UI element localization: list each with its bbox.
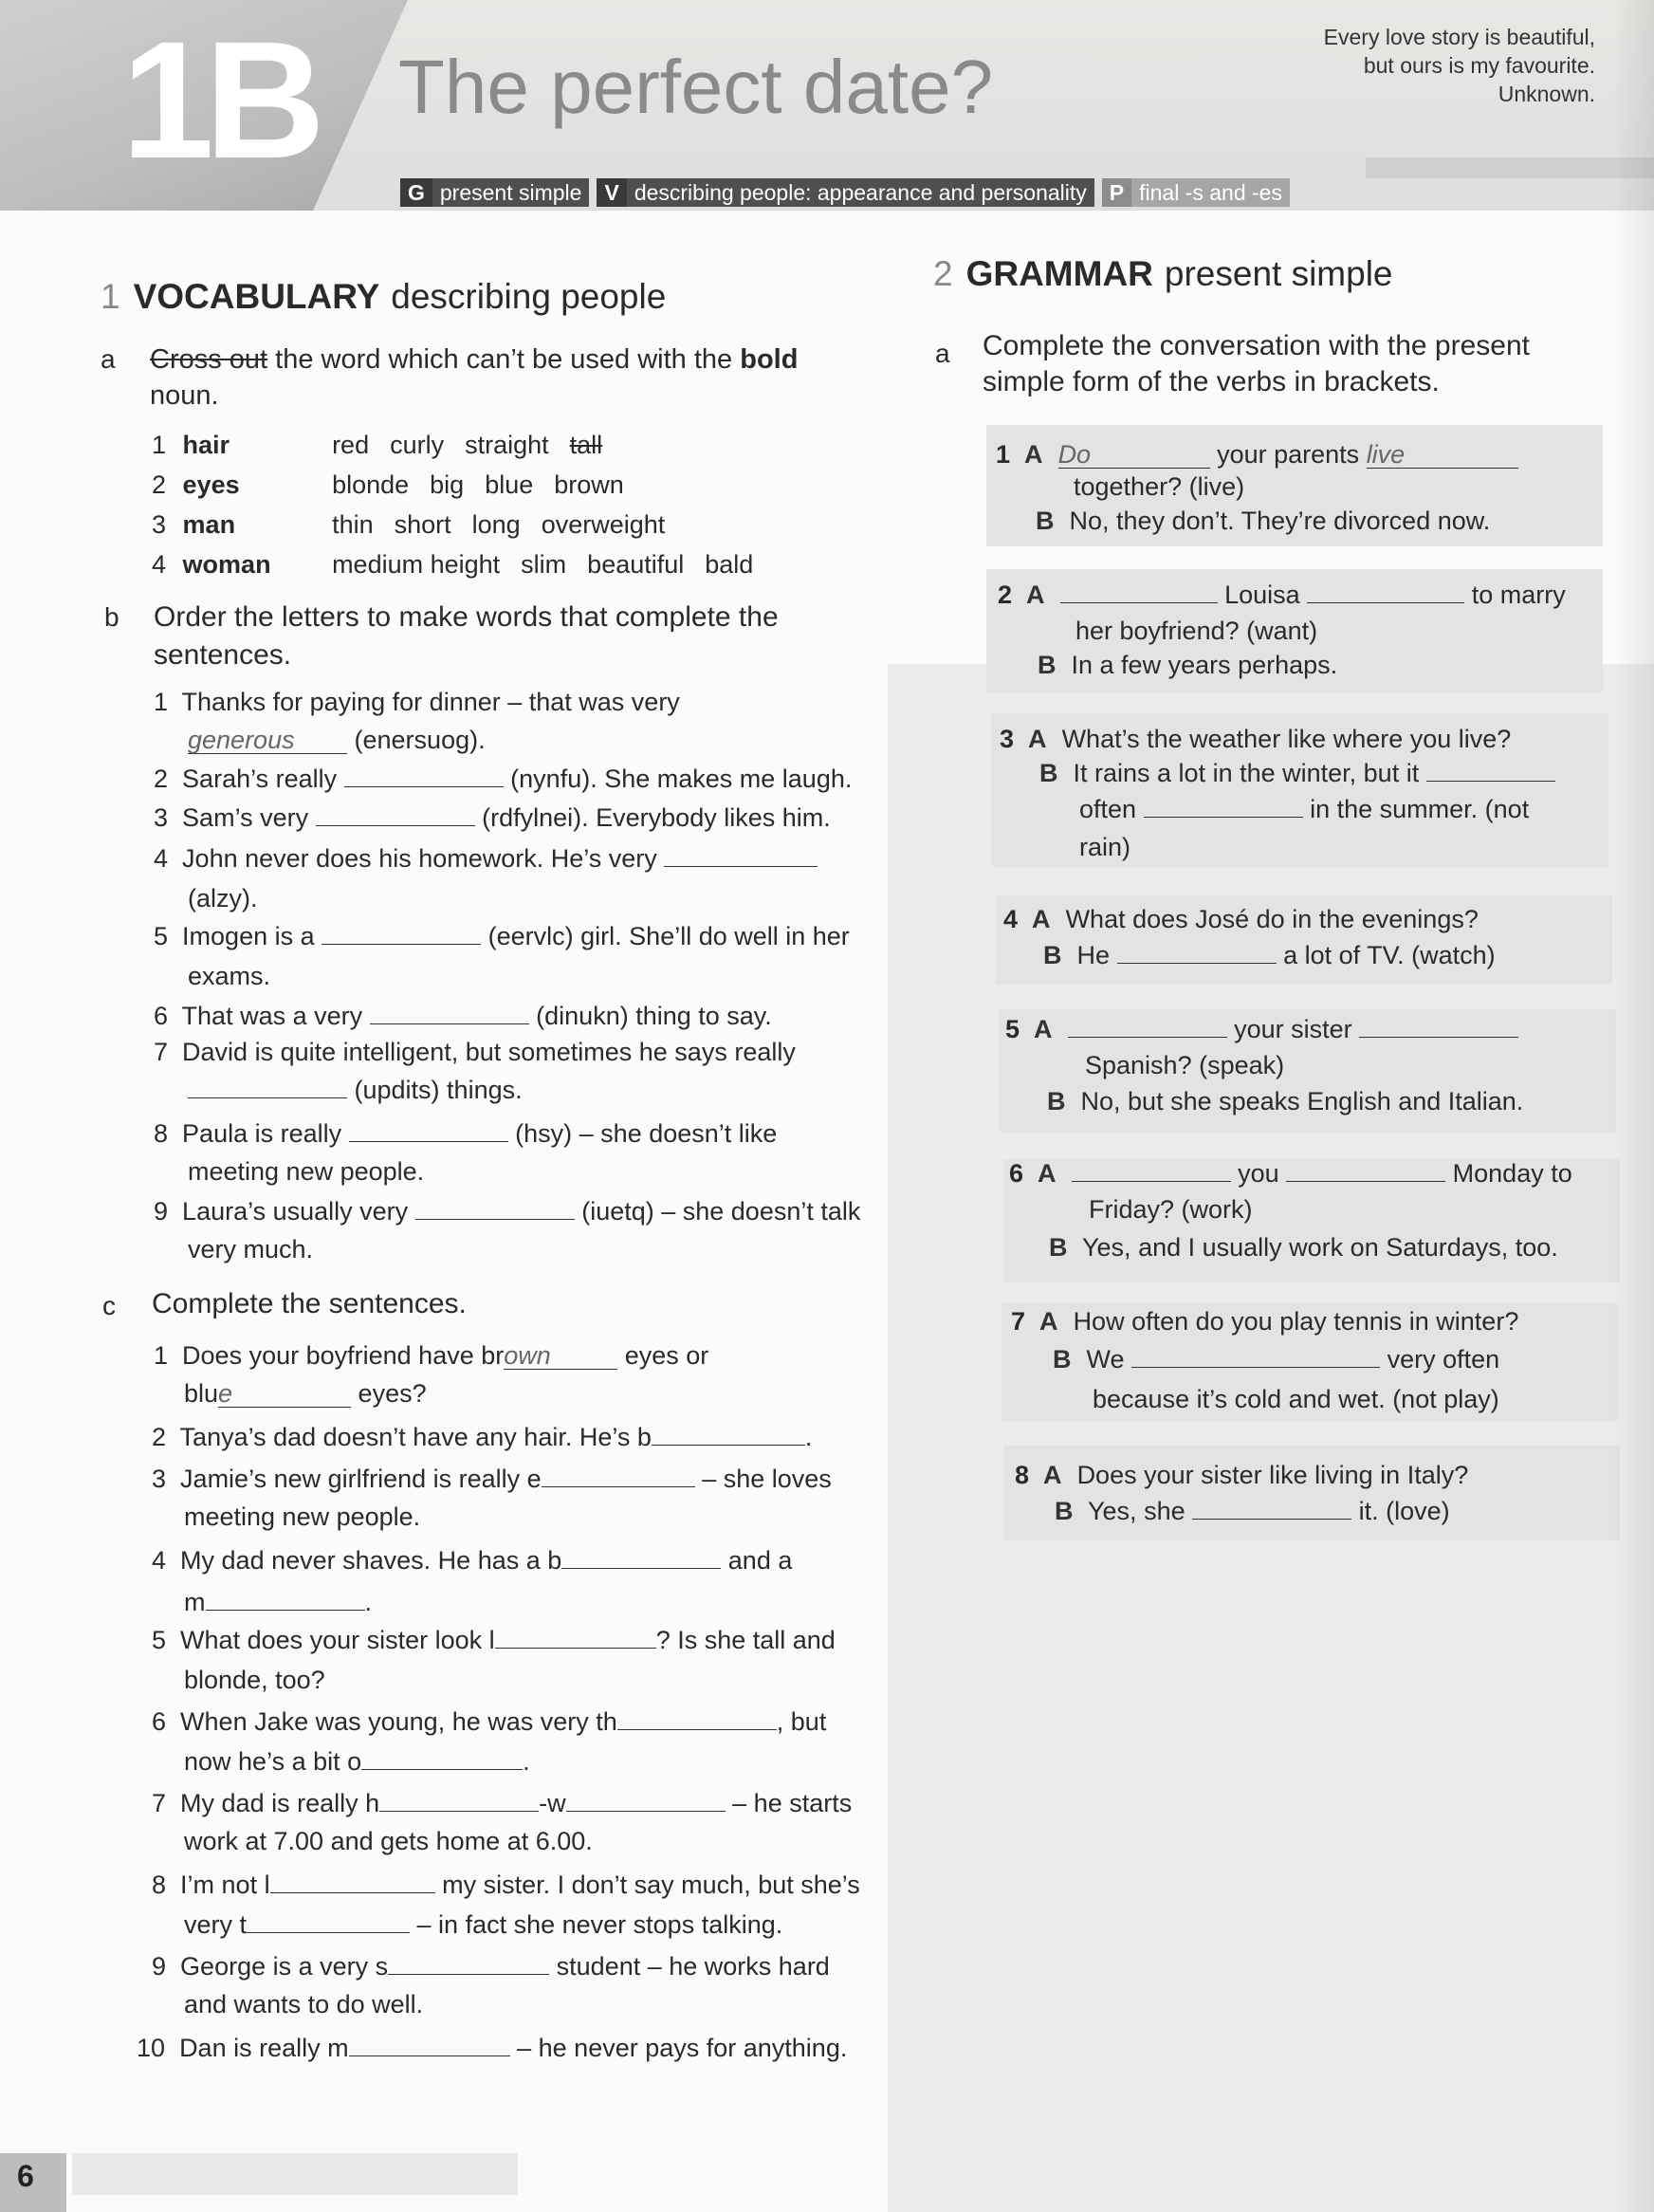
dialogue-line-a [996, 436, 1518, 472]
sentence-text: (eervlc) girl. She’ll do well in her [487, 922, 850, 950]
dialogue-text: No, they don’t. They’re divorced now. [1069, 507, 1491, 535]
item-number: 7 [154, 1038, 169, 1066]
item-number: 3 [152, 1465, 167, 1493]
dialogue-number: 5 [1005, 1015, 1020, 1043]
answer-blank[interactable] [349, 2031, 510, 2056]
dialogue-text: Monday to [1452, 1159, 1572, 1188]
instruction-bold: bold [740, 344, 799, 375]
answer-blank[interactable] [415, 1194, 575, 1220]
sentence-item [154, 998, 772, 1034]
vocab-row [152, 546, 774, 582]
sentence-text: and wants to do well. [184, 1990, 424, 2018]
sentence-item-continued [184, 1584, 372, 1620]
exercise-instruction [150, 341, 798, 378]
sentence-item-continued [184, 1907, 782, 1943]
answer-blank[interactable] [349, 1116, 508, 1142]
sentence-text: (rdfylnei). Everybody likes him. [482, 803, 831, 832]
sentence-text: Laura’s usually very [182, 1197, 409, 1226]
sentence-text: (hsy) – she doesn’t like [515, 1119, 778, 1148]
exercise-instruction: Order the letters to make words that complete the [154, 601, 779, 633]
row-word: medium height [332, 550, 501, 579]
answer-blank[interactable] [652, 1420, 805, 1446]
exercise-instruction: Complete the sentences. [152, 1288, 467, 1319]
dialogue-line-b [1047, 1083, 1523, 1119]
section-number: 1 [101, 277, 120, 316]
answer-example: generous [188, 727, 347, 754]
sentence-text: now he’s a bit o [184, 1747, 362, 1776]
sentence-text: exams. [188, 962, 271, 990]
dialogue-text: often [1079, 795, 1137, 823]
sentence-text: very much. [188, 1235, 314, 1263]
sentence-text: . [523, 1747, 530, 1776]
sentence-text: my sister. I don’t say much, but she’s [442, 1871, 860, 1899]
answer-blank[interactable] [542, 1462, 695, 1487]
dialogue-number: 7 [1011, 1307, 1026, 1336]
sentence-text: Does your boyfriend have br [182, 1341, 505, 1370]
sentence-text: blu [184, 1379, 219, 1408]
dialogue-text: We [1086, 1345, 1125, 1373]
lesson-tags [400, 178, 1290, 207]
answer-blank[interactable] [1426, 756, 1555, 782]
sentence-text: David is quite intelligent, but sometimes he says really [182, 1038, 796, 1066]
answer-blank[interactable] [206, 1585, 365, 1611]
sentence-item [154, 1337, 708, 1373]
sentence-text: Dan is really m [179, 2034, 349, 2062]
answer-example: live [1367, 441, 1518, 469]
row-word: slim [521, 550, 567, 579]
dialogue-text: What does José do in the evenings? [1065, 905, 1479, 933]
sentence-item [154, 1193, 860, 1229]
item-number: 9 [152, 1952, 167, 1981]
dialogue-text: because it’s cold and wet. (not play) [1093, 1385, 1499, 1413]
item-number: 6 [154, 1002, 169, 1030]
exercise-letter: c [102, 1291, 116, 1320]
speaker-b: B [1043, 941, 1062, 969]
answer-blank[interactable] [1060, 578, 1218, 603]
dialogue-line-a [998, 577, 1566, 613]
answer-blank[interactable] [495, 1623, 656, 1649]
sentence-item [154, 684, 680, 720]
instruction-crossed: Cross out [150, 344, 268, 375]
dialogue-line-b [1039, 755, 1555, 791]
answer-blank[interactable] [344, 762, 504, 787]
item-number: 7 [152, 1789, 167, 1817]
tag-strip [1366, 157, 1654, 178]
answer-blank[interactable] [370, 999, 529, 1024]
unit-number: 1B [121, 8, 316, 194]
sentence-text: Jamie’s new girlfriend is really e [180, 1465, 542, 1493]
row-number: 3 [152, 510, 167, 539]
dialogue-line-a [1005, 1011, 1518, 1047]
quote-line: but ours is my favourite. [1363, 53, 1595, 78]
sentence-text: My dad never shaves. He has a b [180, 1546, 562, 1575]
answer-blank[interactable] [1286, 1156, 1445, 1182]
sentence-text: (updits) things. [354, 1076, 523, 1104]
row-number: 2 [152, 470, 167, 499]
speaker-a: A [1039, 1307, 1058, 1336]
item-number: 4 [152, 1546, 167, 1575]
dialogue-text: What’s the weather like where you live? [1061, 725, 1512, 753]
answer-blank[interactable] [561, 1543, 721, 1569]
answer-blank[interactable] [566, 1786, 726, 1812]
item-number: 8 [154, 1119, 169, 1148]
row-word: overweight [541, 510, 666, 539]
speaker-a: A [1043, 1461, 1062, 1489]
answer-blank[interactable] [1192, 1494, 1351, 1520]
section-title-bold: VOCABULARY [133, 277, 380, 316]
sentence-text: – he never pays for anything. [517, 2034, 848, 2062]
sentence-item [154, 1034, 796, 1070]
speaker-b: B [1038, 651, 1057, 679]
dialogue-line-b [1036, 503, 1490, 539]
dialogue-line-b [1038, 647, 1337, 683]
sentence-item-continued [188, 722, 486, 758]
row-word: short [394, 510, 451, 539]
row-word: straight [465, 431, 549, 459]
sentence-text: (nynfu). She makes me laugh. [510, 765, 853, 793]
sentence-text: My dad is really h [180, 1789, 380, 1817]
answer-blank[interactable] [247, 1908, 410, 1933]
sentence-text: -w [539, 1789, 566, 1817]
dialogue-text: It rains a lot in the winter, but it [1073, 759, 1420, 787]
sentence-text: Sarah’s really [182, 765, 338, 793]
tag-text: present simple [439, 179, 582, 205]
dialogue-line-a [1015, 1457, 1468, 1493]
speaker-a: A [1032, 905, 1051, 933]
row-word: bald [705, 550, 754, 579]
item-number: 1 [154, 688, 169, 716]
dialogue-number: 6 [1009, 1159, 1024, 1188]
dialogue-line-a [1003, 901, 1479, 937]
sentence-text: eyes? [358, 1379, 427, 1408]
exercise-instruction: Complete the conversation with the present [983, 330, 1530, 361]
page-number: 6 [17, 2159, 34, 2193]
sentence-text: , but [776, 1707, 827, 1736]
answer-blank[interactable] [1307, 578, 1464, 603]
dialogue-text: Yes, and I usually work on Saturdays, too. [1082, 1233, 1558, 1262]
tag-vocabulary [597, 178, 1093, 207]
item-number: 8 [152, 1871, 167, 1899]
sentence-text: ? Is she tall and [655, 1626, 836, 1654]
speaker-b: B [1036, 507, 1055, 535]
item-number: 2 [152, 1423, 167, 1451]
sentence-text: (dinukn) thing to say. [536, 1002, 772, 1030]
dialogue-line-a [1011, 1303, 1518, 1339]
sentence-text: very t [184, 1910, 248, 1939]
sentence-text: . [804, 1423, 813, 1451]
sentence-item [152, 1419, 812, 1455]
row-word: beautiful [587, 550, 685, 579]
dialogue-text: Spanish? (speak) [1085, 1051, 1285, 1079]
sentence-text: eyes or [624, 1341, 709, 1370]
section-title-bold: GRAMMAR [965, 254, 1153, 293]
sentence-item [152, 1704, 826, 1740]
item-number: 1 [154, 1341, 169, 1370]
dialogue-text: Does your sister like living in Italy? [1076, 1461, 1469, 1489]
sentence-item-continued [184, 1375, 427, 1411]
answer-blank[interactable] [617, 1705, 777, 1730]
dialogue-text: to marry [1471, 581, 1566, 609]
sentence-item-continued [188, 1072, 523, 1108]
sentence-text: Sam’s very [182, 803, 309, 832]
answer-blank[interactable] [316, 801, 475, 826]
speaker-b: B [1049, 1233, 1068, 1262]
item-number: 6 [152, 1707, 167, 1736]
dialogue-number: 8 [1015, 1461, 1030, 1489]
row-word-crossed: tall [569, 431, 603, 459]
answer-blank[interactable] [270, 1868, 435, 1893]
sentence-text: (enersuog). [354, 726, 486, 754]
dialogue-text: No, but she speaks English and Italian. [1080, 1087, 1524, 1115]
answer-blank[interactable] [388, 1949, 549, 1975]
dialogue-text: In a few years perhaps. [1071, 651, 1338, 679]
dialogue-text: her boyfriend? (want) [1075, 617, 1318, 645]
answer-example: e [218, 1380, 351, 1408]
dialogue-text: Yes, she [1088, 1497, 1185, 1525]
speaker-b: B [1055, 1497, 1074, 1525]
instruction-text: noun. [150, 380, 219, 411]
row-noun: hair [182, 431, 230, 459]
row-word: blue [485, 470, 534, 499]
speaker-a: A [1024, 440, 1043, 469]
sentence-text: Thanks for paying for dinner – that was very [181, 688, 680, 716]
dialogue-line-a [1000, 721, 1511, 757]
item-number: 10 [137, 2034, 166, 2062]
tag-letter: P [1102, 178, 1131, 207]
sentence-text: I’m not l [180, 1871, 270, 1899]
vocab-row [152, 507, 686, 543]
answer-blank[interactable] [664, 841, 818, 867]
row-word: long [471, 510, 521, 539]
instruction-text: the word which can’t be used with the [275, 344, 733, 375]
dialogue-text: in the summer. (not [1310, 795, 1530, 823]
sentence-text: – in fact she never stops talking. [416, 1910, 783, 1939]
answer-blank[interactable] [1068, 1012, 1227, 1038]
answer-blank[interactable] [1072, 1156, 1231, 1182]
tag-grammar [400, 178, 589, 207]
item-number: 9 [154, 1197, 169, 1226]
speaker-b: B [1047, 1087, 1066, 1115]
row-word: blonde [332, 470, 410, 499]
quote [1324, 23, 1595, 108]
dialogue-text: together? (live) [1074, 472, 1245, 501]
dialogue-text: rain) [1079, 833, 1131, 861]
sentence-text: meeting new people. [188, 1157, 425, 1186]
item-number: 5 [154, 922, 169, 950]
tag-text: final -s and -es [1139, 179, 1282, 205]
dialogue-number: 3 [1000, 725, 1015, 753]
row-word: thin [332, 510, 374, 539]
sentence-item [154, 918, 850, 954]
section-title: present simple [1164, 254, 1393, 293]
dialogue-text: it. (love) [1358, 1497, 1450, 1525]
row-noun: eyes [182, 470, 240, 499]
dialogue-text: you [1238, 1159, 1279, 1188]
grammar-heading [933, 254, 1393, 294]
dialogue-text: How often do you play tennis in winter? [1073, 1307, 1519, 1336]
sentence-item [154, 1115, 777, 1152]
answer-blank[interactable] [379, 1786, 539, 1812]
exercise-instruction: sentences. [154, 639, 292, 671]
dialogue-number: 2 [998, 581, 1013, 609]
dialogue-line-a [1009, 1155, 1572, 1191]
sentence-item [154, 761, 852, 797]
speaker-a: A [1038, 1159, 1057, 1188]
dialogue-line-b [1049, 1229, 1558, 1265]
vocabulary-heading [101, 277, 666, 317]
item-number: 3 [154, 803, 169, 832]
sentence-item [152, 1785, 852, 1821]
sentence-text: work at 7.00 and gets home at 6.00. [184, 1827, 593, 1855]
dialogue-text: a lot of TV. (watch) [1283, 941, 1496, 969]
answer-example: Do [1058, 441, 1210, 469]
sentence-text: – he starts [732, 1789, 853, 1817]
sentence-item [152, 1542, 792, 1578]
sentence-item [154, 840, 818, 876]
tag-pronunciation [1102, 178, 1290, 207]
item-number: 5 [152, 1626, 167, 1654]
dialogue-text: Louisa [1224, 581, 1300, 609]
dialogue-number: 1 [996, 440, 1011, 469]
sentence-text: meeting new people. [184, 1502, 421, 1531]
sentence-text: student – he works hard [556, 1952, 830, 1981]
sentence-item [137, 2030, 847, 2066]
sentence-text: Imogen is a [182, 922, 315, 950]
row-noun: man [182, 510, 236, 539]
row-number: 4 [152, 550, 167, 579]
sentence-item [154, 800, 831, 836]
speaker-b: B [1039, 759, 1058, 787]
sentence-text: That was a very [181, 1002, 363, 1030]
exercise-letter: b [104, 602, 119, 632]
answer-blank[interactable] [361, 1744, 523, 1770]
sentence-text: m [184, 1588, 206, 1616]
row-word: red [332, 431, 370, 459]
tag-letter: V [597, 178, 626, 207]
answer-blank[interactable] [322, 919, 481, 945]
dialogue-text: He [1076, 941, 1111, 969]
answer-blank[interactable] [1117, 938, 1277, 964]
row-word: brown [554, 470, 624, 499]
item-number: 2 [154, 765, 169, 793]
dialogue-text: your sister [1234, 1015, 1352, 1043]
dialogue-text: Friday? (work) [1089, 1195, 1253, 1224]
dialogue-number: 4 [1003, 905, 1019, 933]
quote-line: Every love story is beautiful, [1323, 25, 1595, 49]
sentence-text: Tanya’s dad doesn’t have any hair. He’s b [179, 1423, 652, 1451]
sentence-text: George is a very s [180, 1952, 389, 1981]
sentence-item [152, 1948, 830, 1984]
answer-blank[interactable] [1144, 792, 1303, 818]
sentence-text: Paula is really [182, 1119, 342, 1148]
dialogue-text-continued [1079, 791, 1529, 827]
vocab-row [152, 467, 645, 503]
speaker-a: A [1028, 725, 1047, 753]
sentence-item [152, 1461, 832, 1497]
speaker-a: A [1034, 1015, 1053, 1043]
dialogue-line-b [1053, 1341, 1499, 1377]
sentence-item-continued [184, 1743, 530, 1779]
sentence-text: John never does his homework. He’s very [182, 844, 657, 873]
sentence-text: and a [727, 1546, 793, 1575]
row-word: big [430, 470, 465, 499]
page-edge-shadow [1612, 0, 1654, 2212]
answer-blank[interactable] [188, 1073, 347, 1098]
item-number: 4 [154, 844, 169, 873]
speaker-b: B [1053, 1345, 1072, 1373]
row-noun: woman [182, 550, 271, 579]
exercise-letter: a [101, 344, 116, 374]
sentence-item [152, 1622, 836, 1658]
sentence-text: When Jake was young, he was very th [180, 1707, 617, 1736]
answer-blank[interactable] [1131, 1342, 1380, 1368]
row-word: curly [390, 431, 445, 459]
section-number: 2 [933, 254, 953, 293]
exercise-instruction: simple form of the verbs in brackets. [983, 366, 1440, 397]
quote-author: Unknown. [1498, 82, 1595, 106]
answer-example: own [504, 1342, 617, 1370]
footer-strip [72, 2153, 518, 2195]
tag-letter: G [400, 178, 432, 207]
answer-blank[interactable] [1359, 1012, 1518, 1038]
sentence-text: – she loves [702, 1465, 832, 1493]
sentence-item [152, 1867, 860, 1903]
dialogue-text: your parents [1217, 440, 1360, 469]
speaker-a: A [1026, 581, 1045, 609]
dialogue-text: very often [1387, 1345, 1500, 1373]
exercise-letter: a [935, 339, 950, 368]
sentence-text: . [364, 1588, 373, 1616]
dialogue-line-b [1043, 937, 1496, 973]
sentence-text: (iuetq) – she doesn’t talk [581, 1197, 861, 1226]
tag-text: describing people: appearance and personality [634, 179, 1087, 205]
sentence-text: (alzy). [188, 884, 258, 912]
sentence-text: blonde, too? [184, 1666, 325, 1694]
section-title: describing people [391, 277, 667, 316]
row-number: 1 [152, 431, 167, 459]
vocab-row [152, 427, 623, 463]
dialogue-line-b [1055, 1493, 1450, 1529]
page-title: The perfect date? [398, 45, 994, 129]
sentence-text: What does your sister look l [180, 1626, 495, 1654]
